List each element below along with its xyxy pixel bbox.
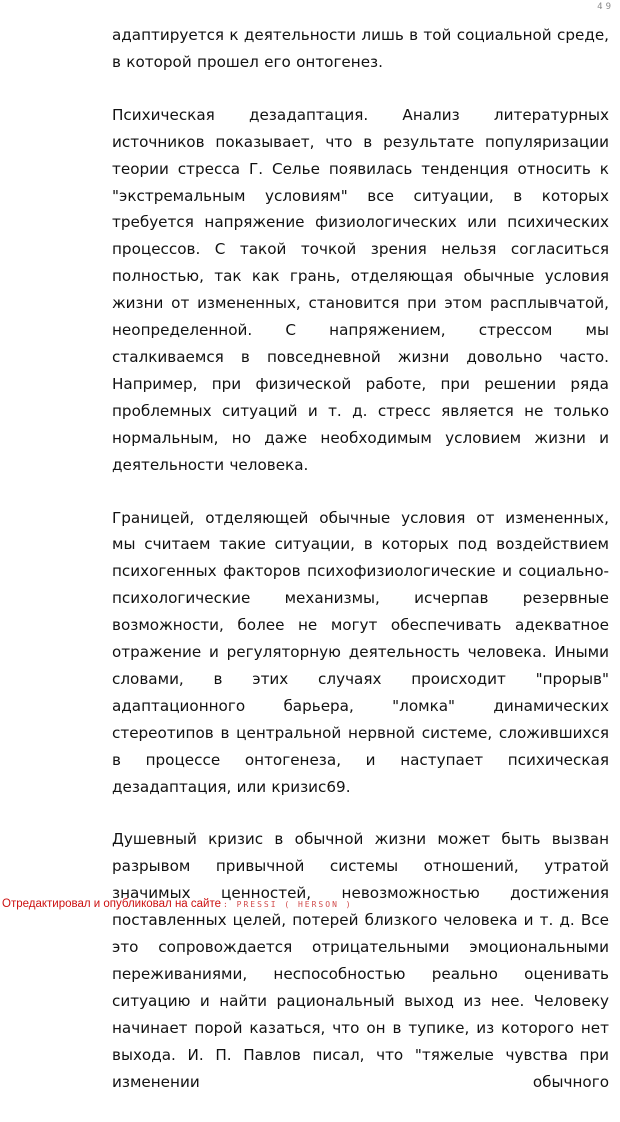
footer-text: Отредактировал и опубликовал на сайте xyxy=(2,898,221,910)
paragraph-2: Психическая дезадаптация. Анализ литературных источников показывает, что в результате популяризации теории стресса Г. Селье появилась тенденция относить к "экстремальным условиям" все ситуации, в которых требуется напряжение физиологических или психических процессов. С такой точкой зрения нельзя согласиться полностью, так как грань, отделяющая обычные условия жизни от измененных, становится при этом расплывчатой, неопределенной. С напряжением, стрессом мы сталкиваемся в повседневной жизни довольно часто. Например, при физической работе, при решении ряда проблемных ситуаций и т. д. стресс является не только нормальным, но даже необходимым условием жизни и деятельности человека. xyxy=(112,105,609,474)
paragraph-1: адаптируется к деятельности лишь в той социальной среде, в которой прошел его онтогенез. xyxy=(112,26,609,71)
paragraph-4: Душевный кризис в обычной жизни может быть вызван разрывом привычной системы отношений, утратой значимых ценностей, невозможностью достижения поставленных целей, потерей близкого человека и т. д. Все это сопровождается отрицательными эмоциональными переживаниями, неспособностью реально оценивать ситуацию и найти рациональный выход из нее. Человеку начинает порой казаться, что он в тупике, из которого нет выхода. И. П. Павлов писал, что "тяжелые чувства при изменении обычного xyxy=(112,830,609,1091)
footer-site-link[interactable]: : PRESSI ( HERSON ) xyxy=(223,900,353,909)
page-body xyxy=(112,22,609,1122)
page-number: 49 xyxy=(597,2,614,12)
footer-credit xyxy=(2,898,353,910)
paragraph-3: Границей, отделяющей обычные условия от измененных, мы считаем такие ситуации, в которых под воздействием психогенных факторов психофизиологические и социально-психологические механизмы, исчерпав резервные возможности, более не могут обеспечивать адекватное отражение и регуляторную деятельность человека. Иными словами, в этих случаях происходит "прорыв" адаптационного барьера, "ломка" динамических стереотипов в центральной нервной системе, сложившихся в процессе онтогенеза, и наступает психическая дезадаптация, или кризис69. xyxy=(112,508,609,796)
